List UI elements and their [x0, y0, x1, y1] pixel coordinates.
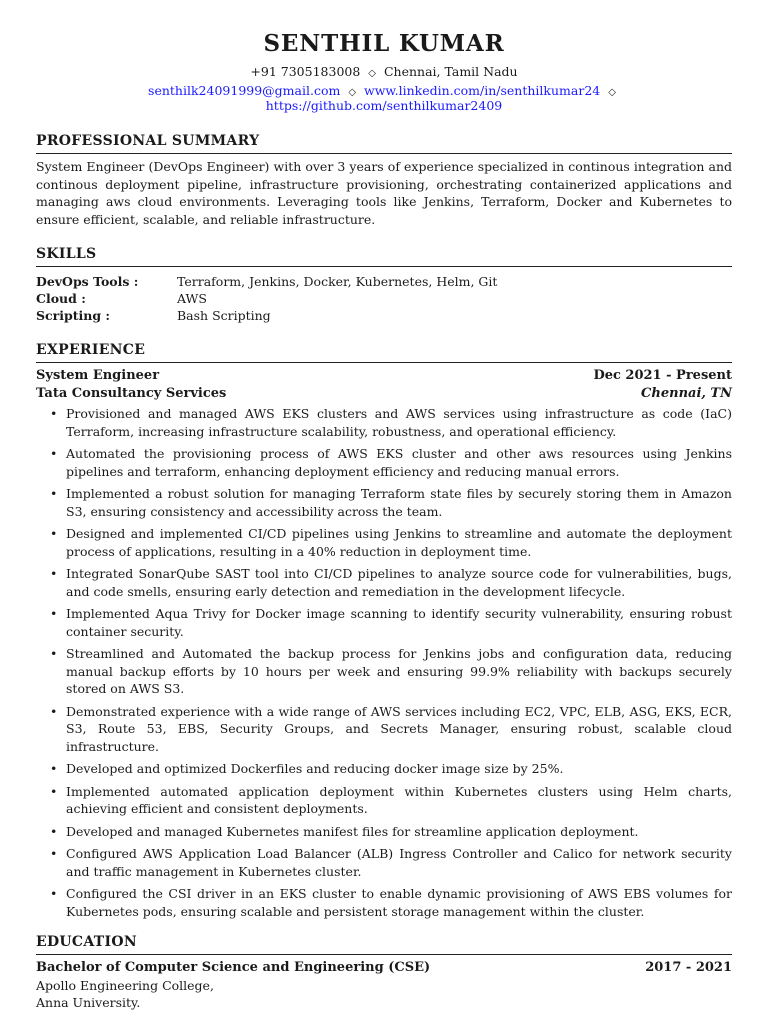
skill-row [36, 307, 732, 324]
summary-section [36, 133, 732, 228]
contact-line [36, 64, 732, 79]
github-link[interactable]: https://github.com/senthilkumar2409 [265, 98, 503, 113]
job-role: System Engineer [36, 368, 160, 383]
experience-bullet: • Configured AWS Application Load Balancer (ALB) Ingress Controller and Calico for network security and traffic management in Kubernetes cluster. [36, 845, 732, 880]
education-section [36, 934, 732, 1012]
job-company: Tata Consultancy Services [36, 385, 227, 401]
experience-bullet: • Developed and optimized Dockerfiles and reducing docker image size by 25%. [36, 760, 732, 778]
experience-section [36, 342, 732, 920]
summary-text: System Engineer (DevOps Engineer) with over 3 years of experience specialized in continous integration and continous deployment pipeline, infrastructure provisioning, orchestrating containerized applications and managing aws cloud environments. Leveraging tools like Jenkins, Terraform, Docker and Kubernetes to ensure efficient, scalable, and reliable infrastructure. [36, 159, 732, 227]
experience-bullet: • Streamlined and Automated the backup process for Jenkins jobs and configuration data, reducing manual backup efforts by 10 hours per week and ensuring 99.9% reliability with backups securely stored on AWS S3. [36, 645, 732, 698]
skill-label: Cloud : [36, 291, 86, 306]
experience-bullet: • Automated the provisioning process of AWS EKS cluster and other aws resources using Jenkins pipelines and terraform, enhancing deployment efficiency and reducing manual errors. [36, 445, 732, 480]
links-line [36, 83, 732, 113]
job-header-row [36, 367, 732, 385]
skill-value: Terraform, Jenkins, Docker, Kubernetes, Helm, Git [177, 274, 498, 289]
degree: Bachelor of Computer Science and Engineering (CSE) [36, 960, 431, 975]
phone-number: +91 7305183008 [250, 64, 361, 79]
experience-bullet: • Implemented Aqua Trivy for Docker image scanning to identify security vulnerability, ensuring robust container security. [36, 605, 732, 640]
diamond-separator-icon: ◇ [608, 87, 616, 98]
education-years: 2017 - 2021 [645, 960, 732, 975]
college-name: Apollo Engineering College, [36, 977, 214, 993]
skill-label: DevOps Tools : [36, 274, 139, 289]
experience-bullet: • Configured the CSI driver in an EKS cluster to enable dynamic provisioning of AWS EBS volumes for Kubernetes pods, ensuring scalable and persistent storage management within the cluster. [36, 885, 732, 920]
skills-section [36, 246, 732, 324]
email-link[interactable]: senthilk24091999@gmail.com [148, 83, 341, 98]
skill-row [36, 273, 732, 290]
job-dates: Dec 2021 - Present [593, 368, 732, 383]
section-title-experience: EXPERIENCE [36, 342, 732, 363]
job-location: Chennai, TN [641, 385, 732, 401]
experience-bullet: • Demonstrated experience with a wide range of AWS services including EC2, VPC, ELB, ASG, EKS, ECR, S3, Route 53, EBS, Security Groups, and Secrets Manager, ensuring robust, scalable cloud infrastructure. [36, 703, 732, 756]
section-title-summary: PROFESSIONAL SUMMARY [36, 133, 732, 154]
experience-bullet: • Integrated SonarQube SAST tool into CI/CD pipelines to analyze source code for vulnerabilities, bugs, and code smells, ensuring early detection and remediation in the development lifecycle. [36, 565, 732, 600]
skill-value: AWS [177, 291, 207, 306]
skills-table [36, 273, 732, 324]
job-company-row [36, 385, 732, 403]
diamond-separator-icon: ◇ [348, 87, 357, 98]
diamond-separator-icon: ◇ [368, 68, 376, 79]
section-title-education: EDUCATION [36, 934, 732, 955]
education-header-row [36, 959, 732, 977]
experience-bullets [36, 405, 732, 920]
candidate-name: SENTHIL KUMAR [263, 30, 505, 57]
skill-row [36, 290, 732, 307]
experience-bullet: • Designed and implemented CI/CD pipelines using Jenkins to streamline and automate the deployment process of applications, resulting in a 40% reduction in deployment time. [36, 525, 732, 560]
skill-label: Scripting : [36, 308, 111, 323]
resume-page [36, 0, 732, 1012]
section-title-skills: SKILLS [36, 246, 732, 267]
university-name: Anna University. [36, 995, 141, 1010]
experience-bullet: • Provisioned and managed AWS EKS clusters and AWS services using infrastructure as code (IaC) Terraform, increasing infrastructure scalability, robustness, and operational efficiency. [36, 405, 732, 440]
experience-bullet: • Developed and managed Kubernetes manifest files for streamline application deployment. [36, 823, 732, 841]
skill-value: Bash Scripting [177, 308, 271, 323]
experience-bullet: • Implemented automated application deployment within Kubernetes clusters using Helm charts, achieving efficient and consistent deployments. [36, 783, 732, 818]
location: Chennai, Tamil Nadu [383, 64, 518, 79]
experience-bullet: • Implemented a robust solution for managing Terraform state files by securely storing them in Amazon S3, ensuring consistency and accessibility across the team. [36, 485, 732, 520]
linkedin-link[interactable]: www.linkedin.com/in/senthilkumar24 [364, 83, 601, 98]
